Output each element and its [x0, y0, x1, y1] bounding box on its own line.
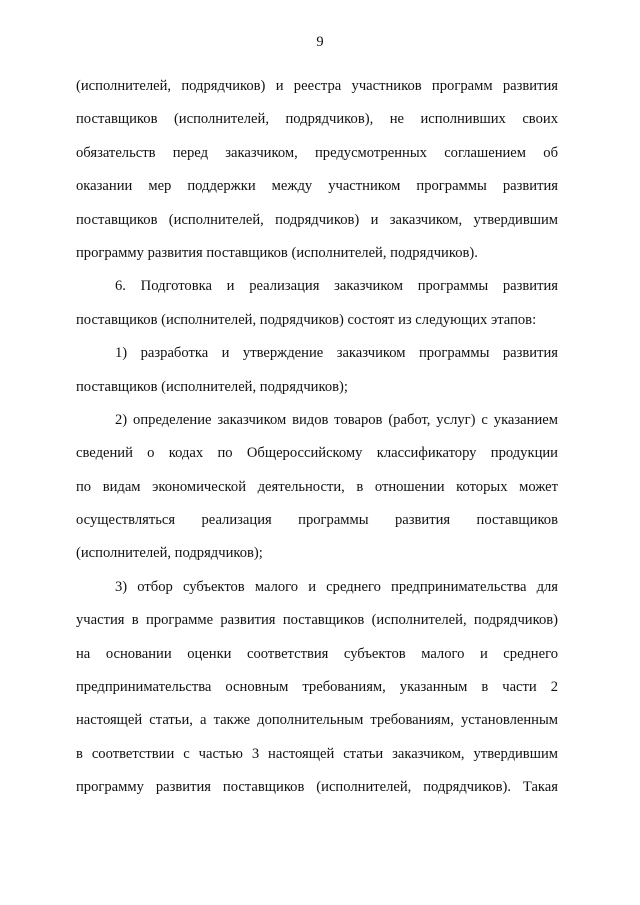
paragraph: [76, 70, 558, 270]
document-body: [76, 70, 558, 805]
text-line: осуществляться реализация программы развития поставщиков: [76, 512, 558, 529]
text-line: (исполнителей, подрядчиков) и реестра участников программ развития: [76, 78, 558, 94]
text-line: поставщиков (исполнителей, подрядчиков) состоят из следующих этапов:: [76, 311, 537, 328]
text-line: поставщиков (исполнителей, подрядчиков), не исполнивших своих: [76, 111, 558, 128]
text-line: обязательств перед заказчиком, предусмотренных соглашением об: [76, 144, 558, 161]
text-line: 2) определение заказчиком видов товаров (работ, услуг) с указанием: [115, 411, 558, 428]
paragraph: [76, 270, 558, 337]
text-line: программу развития поставщиков (исполнителей, подрядчиков). Такая: [76, 779, 558, 796]
text-line: поставщиков (исполнителей, подрядчиков);: [76, 378, 348, 395]
paragraph: [76, 404, 558, 571]
text-line: оказании мер поддержки между участником программы развития: [76, 178, 558, 195]
paragraph: [76, 571, 558, 805]
text-line: поставщиков (исполнителей, подрядчиков) и заказчиком, утвердившим: [76, 211, 558, 228]
text-line: программу развития поставщиков (исполнителей, подрядчиков).: [76, 244, 478, 261]
page-number: 9: [316, 34, 324, 50]
paragraph: [76, 337, 558, 404]
text-line: 1) разработка и утверждение заказчиком программы развития: [115, 345, 558, 362]
text-line: участия в программе развития поставщиков (исполнителей, подрядчиков): [76, 612, 558, 629]
text-line: 6. Подготовка и реализация заказчиком программы развития: [115, 278, 558, 295]
text-line: в соответствии с частью 3 настоящей статьи заказчиком, утвердившим: [76, 745, 558, 762]
text-line: на основании оценки соответствия субъектов малого и среднего: [76, 645, 558, 662]
text-line: сведений о кодах по Общероссийскому классификатору продукции: [76, 445, 558, 462]
text-line: 3) отбор субъектов малого и среднего предпринимательства для: [115, 578, 558, 595]
text-line: предпринимательства основным требованиям, указанным в части 2: [76, 679, 558, 696]
text-line: (исполнителей, подрядчиков);: [76, 545, 263, 562]
text-line: по видам экономической деятельности, в отношении которых может: [76, 478, 558, 495]
text-line: настоящей статьи, а также дополнительным требованиям, установленным: [76, 712, 558, 729]
